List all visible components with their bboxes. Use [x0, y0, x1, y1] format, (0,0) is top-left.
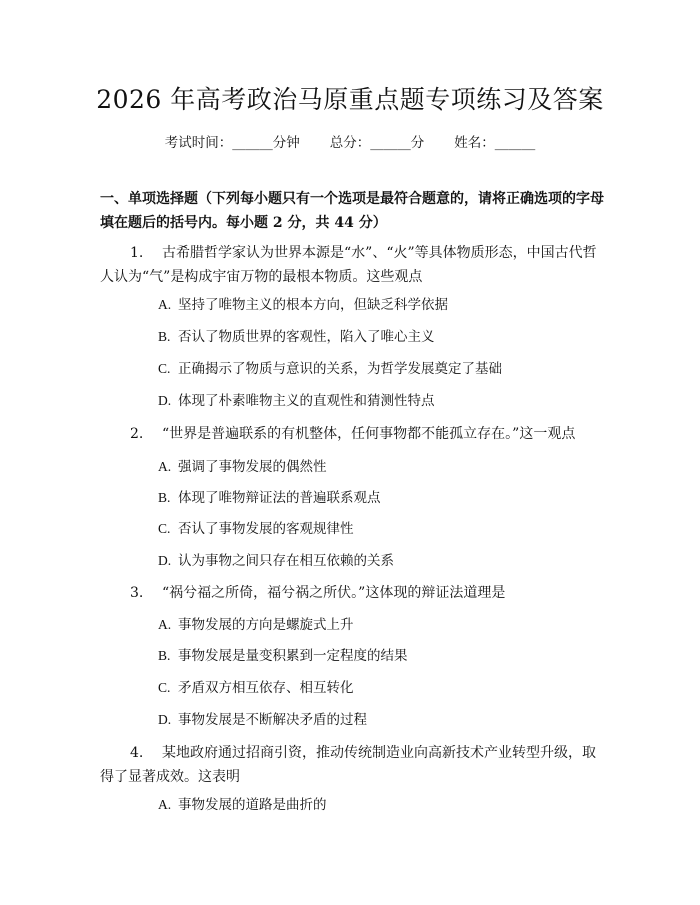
question-3: [100, 581, 605, 605]
option-letter: A.: [158, 797, 172, 812]
option-1a: [158, 295, 598, 315]
option-letter: C.: [158, 361, 171, 376]
option-letter: C.: [158, 521, 171, 536]
option-3d: [158, 710, 598, 730]
exam-time: 考试时间：______分钟: [164, 135, 300, 151]
question-number: 3.: [130, 585, 144, 601]
question-stem: “祸兮福之所倚，福兮祸之所伏。”这体现的辩证法道理是: [162, 585, 506, 601]
option-letter: D.: [158, 553, 172, 568]
question-number: 1.: [130, 245, 144, 261]
option-text: 事物发展是量变积累到一定程度的结果: [178, 648, 408, 664]
student-name: 姓名：______: [454, 135, 536, 151]
option-4a: [158, 795, 598, 815]
option-text: 强调了事物发展的偶然性: [178, 459, 327, 475]
option-text: 体现了唯物辩证法的普遍联系观点: [178, 490, 381, 506]
option-letter: B.: [158, 329, 171, 344]
option-letter: A.: [158, 459, 172, 474]
option-1b: [158, 327, 598, 347]
question-number: 2.: [130, 426, 144, 442]
section-heading: 一、单项选择题（下列每小题只有一个选项是最符合题意的，请将正确选项的字母填在题后的括号内。每小题 2 分，共 44 分）: [100, 191, 604, 231]
question-2: [100, 422, 605, 446]
question-stem: 某地政府通过招商引资，推动传统制造业向高新技术产业转型升级，取得了显著成效。这表明: [100, 745, 596, 785]
option-text: 事物发展的道路是曲折的: [178, 797, 327, 813]
option-letter: C.: [158, 680, 171, 695]
option-text: 否认了事物发展的客观规律性: [178, 521, 354, 537]
option-1c: [158, 359, 598, 379]
option-1d: [158, 391, 598, 411]
option-text: 事物发展是不断解决矛盾的过程: [178, 712, 367, 728]
question-stem: “世界是普遍联系的有机整体，任何事物都不能孤立存在。”这一观点: [162, 426, 576, 442]
option-text: 体现了朴素唯物主义的直观性和猜测性特点: [178, 393, 435, 409]
option-letter: D.: [158, 712, 172, 727]
option-letter: B.: [158, 648, 171, 663]
option-3c: [158, 678, 598, 698]
option-letter: A.: [158, 297, 172, 312]
option-letter: A.: [158, 617, 172, 632]
option-3a: [158, 615, 598, 635]
page-title: 2026 年高考政治马原重点题专项练习及答案: [96, 85, 604, 114]
option-text: 认为事物之间只存在相互依赖的关系: [178, 553, 394, 569]
option-2a: [158, 457, 598, 477]
option-letter: B.: [158, 490, 171, 505]
question-stem: 古希腊哲学家认为世界本源是“水”、“火”等具体物质形态，中国古代哲人认为“气”是构成宇宙万物的最根本物质。这些观点: [100, 245, 597, 285]
question-number: 4.: [130, 745, 144, 761]
option-letter: D.: [158, 393, 172, 408]
option-2c: [158, 519, 598, 539]
question-1: [100, 241, 605, 289]
option-2d: [158, 551, 598, 571]
option-3b: [158, 646, 598, 666]
option-text: 事物发展的方向是螺旋式上升: [178, 617, 354, 633]
option-text: 坚持了唯物主义的根本方向，但缺乏科学依据: [178, 297, 448, 313]
option-text: 矛盾双方相互依存、相互转化: [178, 680, 354, 696]
option-2b: [158, 488, 598, 508]
option-text: 否认了物质世界的客观性，陷入了唯心主义: [178, 329, 435, 345]
question-4: [100, 741, 605, 789]
exam-meta: [0, 131, 700, 151]
total-score: 总分：______分: [329, 135, 425, 151]
option-text: 正确揭示了物质与意识的关系，为哲学发展奠定了基础: [178, 361, 502, 377]
